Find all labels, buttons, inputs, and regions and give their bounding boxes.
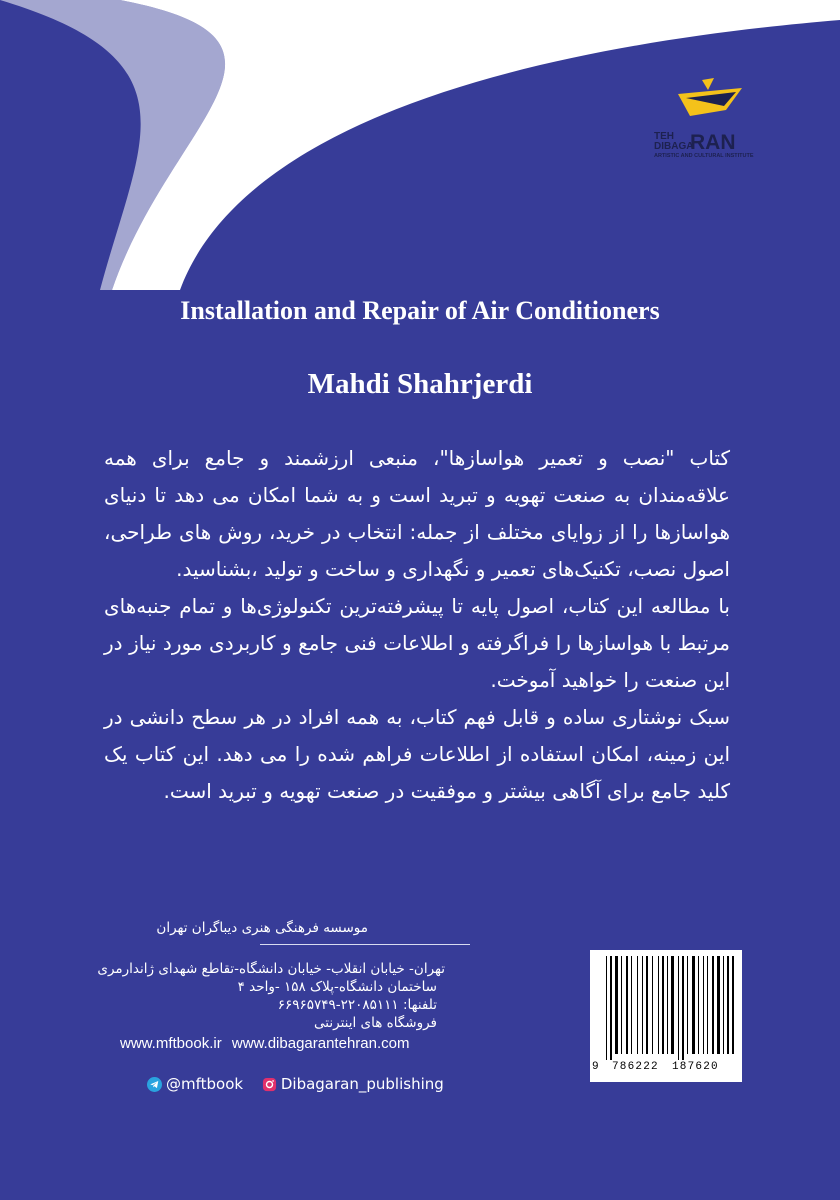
- book-title: Installation and Repair of Air Conditioners: [180, 296, 660, 325]
- telegram-icon: [147, 1077, 162, 1092]
- boat-logo-icon: [650, 76, 750, 126]
- address-line-1: تهران- خیابان انقلاب- خیابان دانشگاه-تقاطع شهدای ژاندارمری: [97, 961, 445, 977]
- book-description: [104, 440, 730, 810]
- websites: [120, 1035, 415, 1052]
- isbn-group-2: 187620: [672, 1061, 719, 1073]
- logo-line-teh: TEH: [654, 131, 674, 142]
- instagram-icon: [262, 1077, 277, 1092]
- publisher-logo: [650, 76, 754, 166]
- address-line-2: ساختمان دانشگاه-پلاک ۱۵۸ -واحد ۴: [237, 979, 437, 995]
- isbn-group-1: 786222: [612, 1061, 659, 1073]
- description-paragraph-2: با مطالعه این کتاب، اصول پایه تا پیشرفته‌ترین تکنولوژی‌ها و تمام جنبه‌های مرتبط با هواسازها را فراگرفته و اطلاعات فنی جامع و کاربردی مورد نیاز در این صنعت را خواهید آموخت.: [104, 594, 730, 692]
- book-author: Mahdi Shahrjerdi: [307, 368, 533, 400]
- publisher-name: موسسه فرهنگی هنری دیباگران تهران: [156, 920, 368, 936]
- instagram-link[interactable]: [262, 1075, 444, 1093]
- logo-line-ran: RAN: [690, 131, 736, 154]
- barcode-bars: [596, 954, 736, 1062]
- description-paragraph-1: کتاب "نصب و تعمیر هواسازها"، منبعی ارزشمند و جامع برای همه علاقه‌مندان به صنعت تهویه و تبرید است و به شما امکان می دهد تا دنیای هواسازها را از زوایای مختلف از جمله: انتخاب در خرید، روش های طراحی، اصول نصب، تکنیک‌های تعمیر و نگهداری و ساخت و تولید ،بشناسید.: [104, 446, 730, 581]
- instagram-handle: Dibagaran_publishing: [280, 1075, 444, 1093]
- telegram-link[interactable]: [147, 1075, 257, 1093]
- website-dibagaran-link[interactable]: www.dibagarantehran.com: [231, 1035, 410, 1052]
- website-mftbook-link[interactable]: www.mftbook.ir: [120, 1035, 222, 1052]
- social-links: [147, 1075, 444, 1096]
- publisher-divider: [260, 944, 470, 945]
- logo-tagline: ARTISTIC AND CULTURAL INSTITUTE: [654, 153, 754, 159]
- logo-line-dibaga: DIBAGA: [654, 141, 694, 152]
- isbn-first-digit: 9: [592, 1061, 600, 1073]
- isbn-barcode: [590, 950, 742, 1082]
- telegram-handle: @mftbook: [166, 1075, 244, 1093]
- description-paragraph-3: سبک نوشتاری ساده و قابل فهم کتاب، به همه افراد در هر سطح دانشی در این زمینه، امکان استفاده از اطلاعات فراهم شده را می دهد. این کتاب یک کلید جامع برای آگاهی بیشتر و موفقیت در صنعت تهویه و تبرید است.: [104, 705, 730, 803]
- phone-numbers: تلفنها: ۲۲۰۸۵۱۱۱-۶۶۹۶۵۷۴۹: [277, 997, 437, 1013]
- online-stores-label: فروشگاه های اینترنتی: [314, 1015, 437, 1031]
